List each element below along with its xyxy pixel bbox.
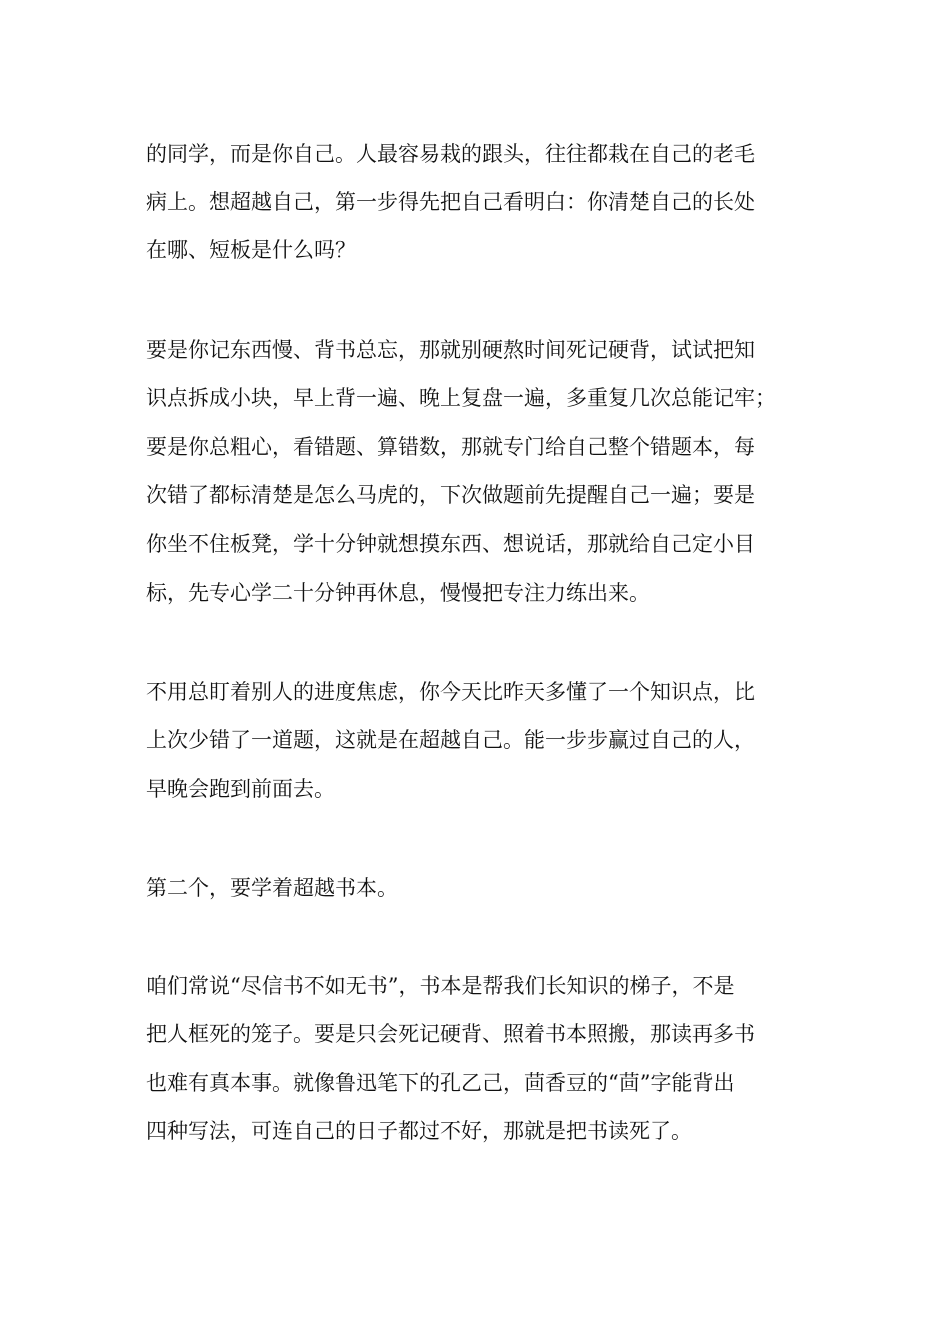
text-line: 早晚会跑到前面去。 <box>146 777 335 801</box>
text-line: 次错了都标清楚是怎么马虎的，下次做题前先提醒自己一遍；要是 <box>146 483 755 507</box>
text-line: 不用总盯着别人的进度焦虑，你今天比昨天多懂了一个知识点，比 <box>146 680 755 704</box>
section-heading-line: 第二个，要学着超越书本。 <box>146 876 398 900</box>
text-line: 识点拆成小块，早上背一遍、晚上复盘一遍，多重复几次总能记牢； <box>146 386 776 410</box>
text-line: 上次少错了一道题，这就是在超越自己。能一步步赢过自己的人， <box>146 728 755 752</box>
text-line: 四种写法，可连自己的日子都过不好，那就是把书读死了。 <box>146 1119 692 1143</box>
text-line: 标，先专心学二十分钟再休息，慢慢把专注力练出来。 <box>146 581 650 605</box>
text-line: 的同学，而是你自己。人最容易栽的跟头，往往都栽在自己的老毛 <box>146 142 755 166</box>
text-line: 要是你总粗心，看错题、算错数，那就专门给自己整个错题本，每 <box>146 435 755 459</box>
text-line: 你坐不住板凳，学十分钟就想摸东西、想说话，那就给自己定小目 <box>146 532 755 556</box>
text-line: 把人框死的笼子。要是只会死记硬背、照着书本照搬，那读再多书 <box>146 1022 755 1046</box>
text-line: 也难有真本事。就像鲁迅笔下的孔乙己，茴香豆的“茴”字能背出 <box>146 1071 735 1095</box>
text-line: 病上。想超越自己，第一步得先把自己看明白：你清楚自己的长处 <box>146 190 755 214</box>
text-line: 在哪、短板是什么吗？ <box>146 238 356 262</box>
text-line: 咱们常说“尽信书不如无书”，书本是帮我们长知识的梯子，不是 <box>146 974 735 998</box>
text-line: 要是你记东西慢、背书总忘，那就别硬熬时间死记硬背，试试把知 <box>146 338 755 362</box>
